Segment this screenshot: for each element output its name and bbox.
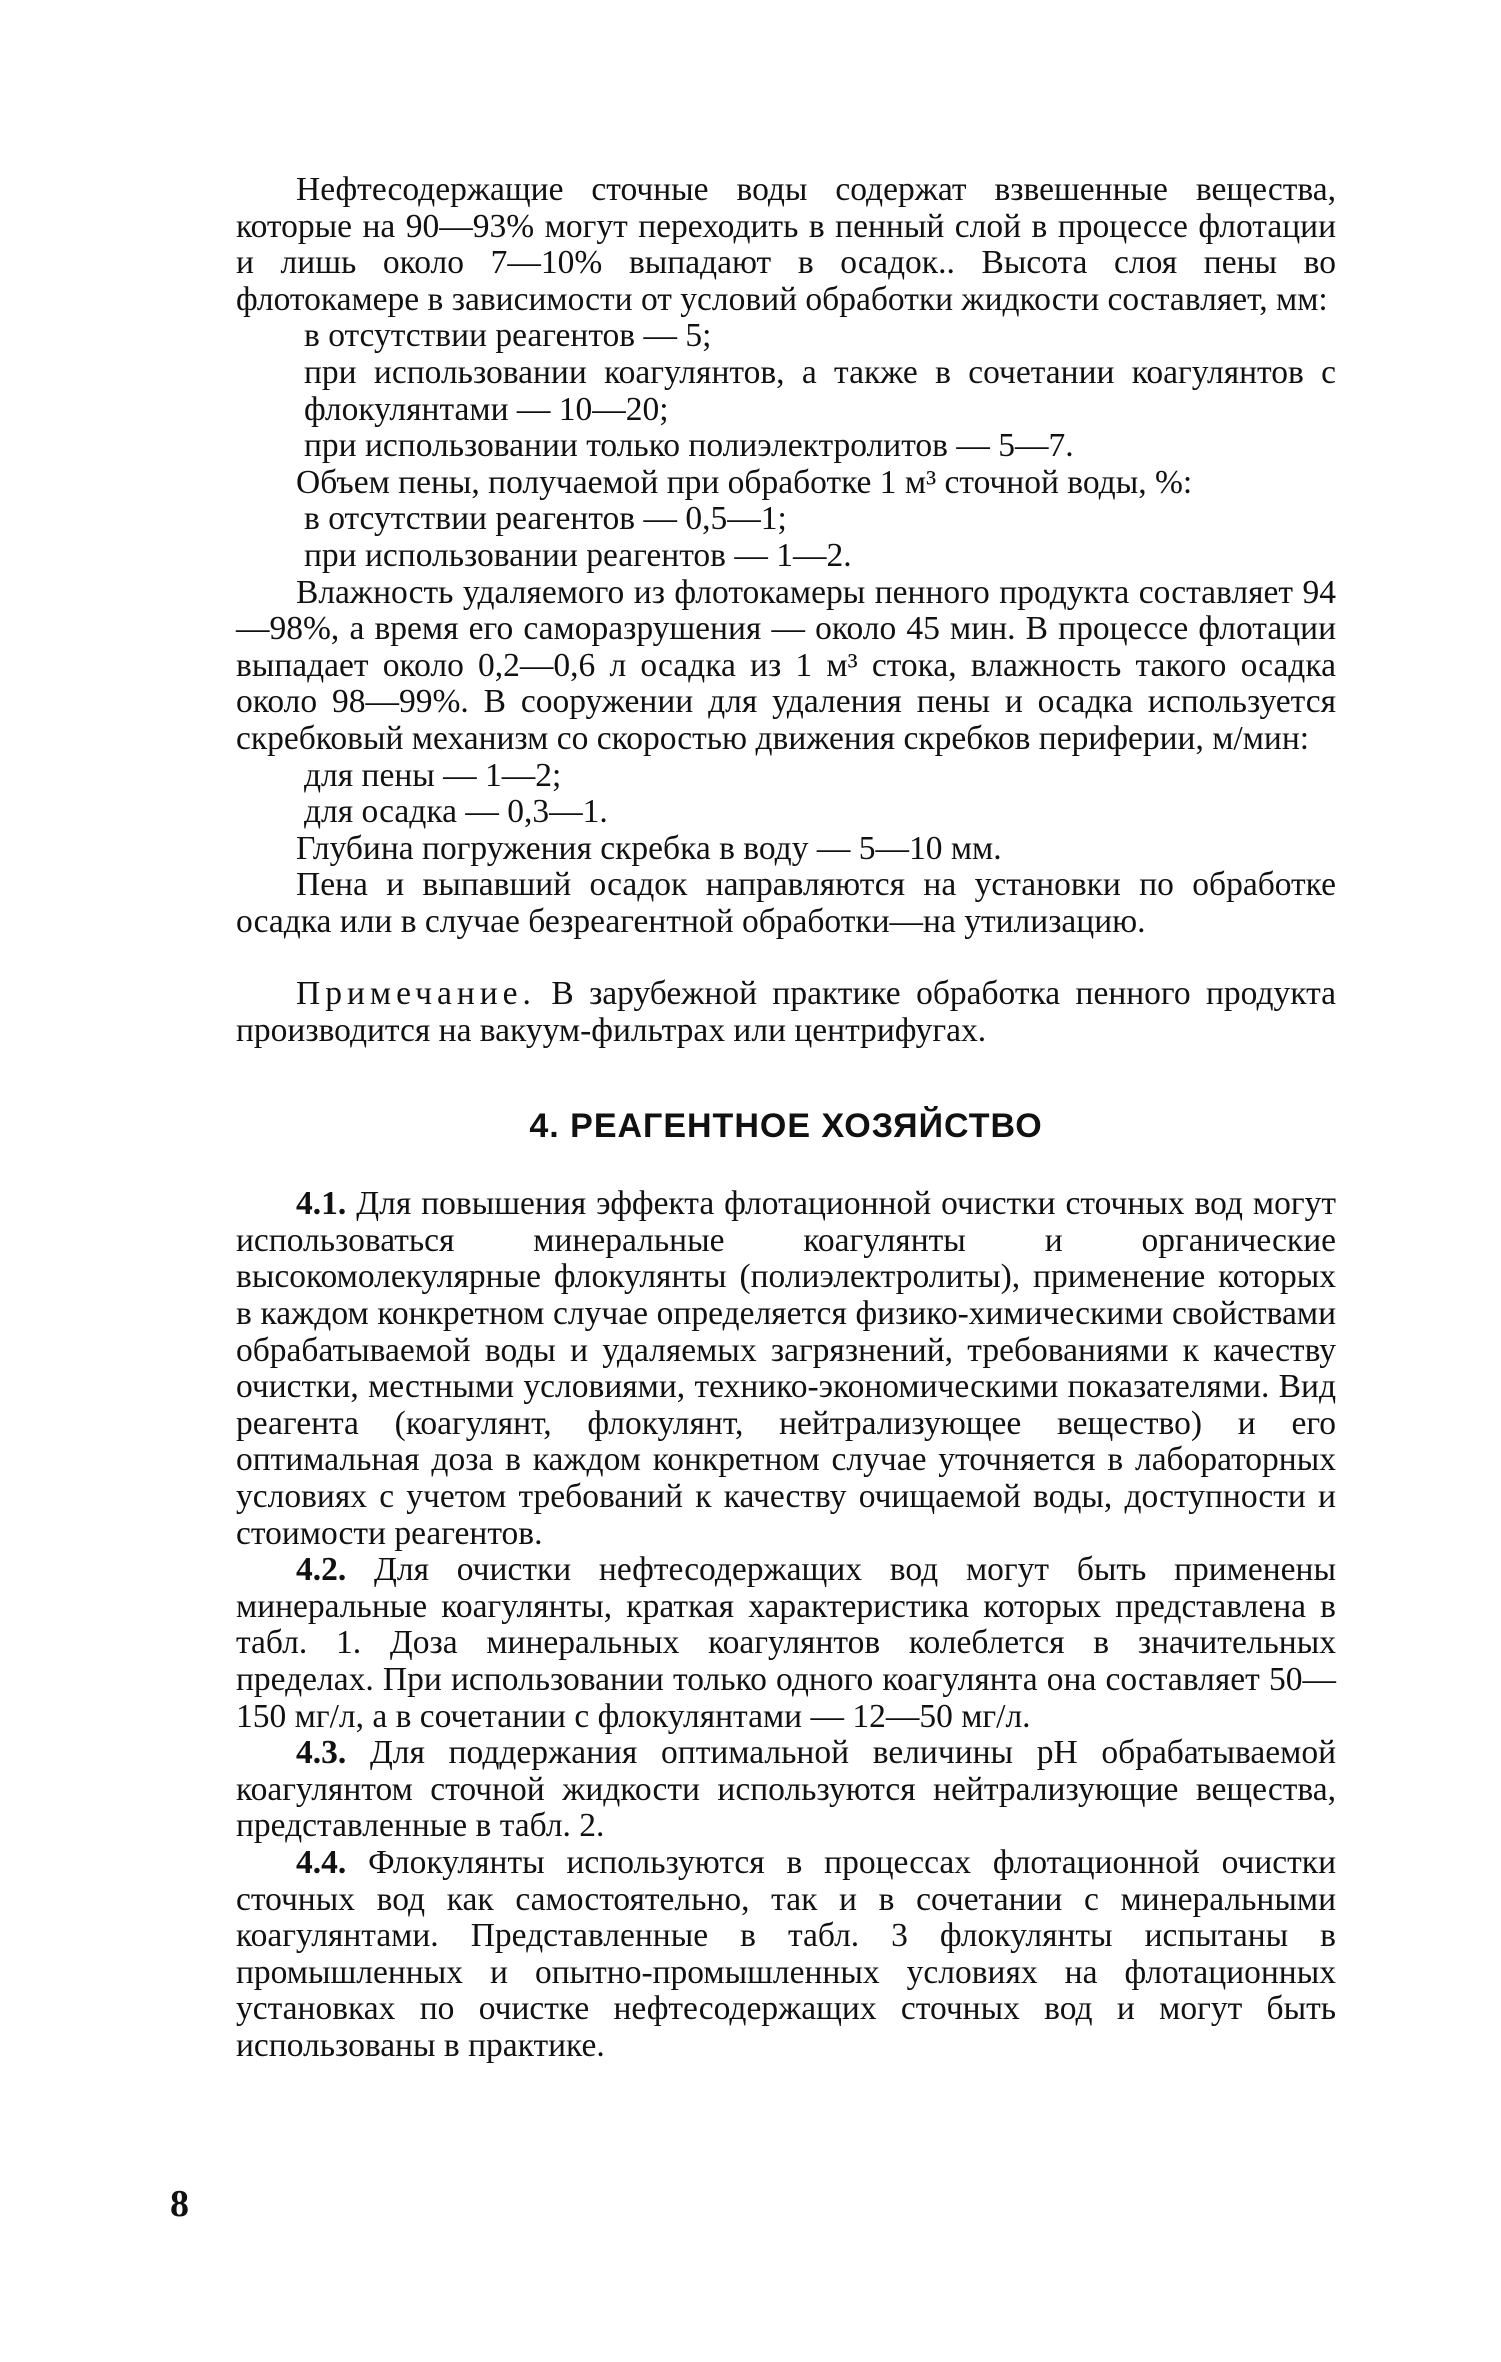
item-number: 4.2. xyxy=(296,1551,347,1589)
section-item-4-3 xyxy=(236,1735,1336,1845)
paragraph-foam-layer: Нефтесодержащие сточные воды содержат взвешенные вещества, которые на 90—93% могут переходить в пенный слой в процессе флотации и лишь около 7—10% выпадают в осадок.. Высота слоя пены во флотокамере в зависимости от условий обработки жидкости составляет, мм: xyxy=(236,171,1336,318)
list-item-polyelectrolytes: при использовании только полиэлектролитов — 5—7. xyxy=(304,427,1074,465)
list-item-volume-no-reagents: в отсутствии реагентов — 0,5—1; xyxy=(304,500,787,538)
item-number: 4.1. xyxy=(296,1185,347,1223)
paragraph-foam-disposal: Пена и выпавший осадок направляются на установки по обработке осадка или в случае безреагентной обработки—на утилизацию. xyxy=(236,866,1336,940)
section-heading: 4. РЕАГЕНТНОЕ ХОЗЯЙСТВО xyxy=(529,1106,1043,1145)
item-number: 4.4. xyxy=(296,1843,347,1881)
list-item-no-reagents: в отсутствии реагентов — 5; xyxy=(304,317,712,355)
paragraph-foam-volume: Объем пены, получаемой при обработке 1 м³ сточной воды, %: xyxy=(296,463,1193,501)
list-item-sediment-speed: для осадка — 0,3—1. xyxy=(304,793,608,831)
spacer xyxy=(236,940,1336,976)
item-text: Для очистки нефтесодержащих вод могут быть применены минеральные коагулянты, краткая характеристика которых представлена в табл. 1. Доза минеральных коагулянтов колеблется в значительных пределах. При использовании только одного коагулянта она составляет 50—150 мг/л, а в сочетании с флокулянтами — 12—50 мг/л. xyxy=(236,1551,1336,1735)
item-text: Для повышения эффекта флотационной очистки сточных вод могут использоваться минеральные коагулянты и органические высокомолекулярные флокулянты (полиэлектролиты), применение которых в каждом конкретном случае определяется физико-химическими свойствами обрабатываемой воды и удаляемых загрязнений, требованиями к качеству очистки, местными условиями, технико-экономическими показателями. Вид реагента (коагулянт, флокулянт, нейтрализующее вещество) и его оптимальная доза в каждом конкретном случае уточняется в лабораторных условиях с учетом требований к качеству очищаемой воды, доступности и стоимости реагентов. xyxy=(236,1185,1336,1552)
section-item-4-4 xyxy=(236,1845,1336,2065)
section-item-4-2 xyxy=(236,1552,1336,1735)
list-item-volume-reagents: при использовании реагентов — 1—2. xyxy=(304,536,852,574)
paragraph-humidity: Влажность удаляемого из флотокамеры пенного продукта составляет 94—98%, а время его саморазрушения — около 45 мин. В процессе флотации выпадает около 0,2—0,6 л осадка из 1 м³ стока, влажность такого осадка около 98—99%. В сооружении для удаления пены и осадка используется скребковый механизм со скоростью движения скребков периферии, м/мин: xyxy=(236,573,1336,757)
page-number: 8 xyxy=(170,2183,189,2225)
list-item-coagulants: при использовании коагулянтов, а также в сочетании коагулянтов с флокулянтами — 10—20; xyxy=(304,353,1336,428)
item-text: Флокулянты используются в процессах флотационной очистки сточных вод как самостоятельно, так и в сочетании с минеральными коагулянтами. Представленные в табл. 3 флокулянты испытаны в промышленных и опытно-промышленных условиях на флотационных установках по очистке нефтесодержащих сточных вод и могут быть использованы в практике. xyxy=(236,1843,1336,2064)
list-item-foam-speed: для пены — 1—2; xyxy=(304,756,562,794)
item-number: 4.3. xyxy=(296,1734,347,1772)
section-item-4-1 xyxy=(236,1186,1336,1552)
note-label: Примечание. xyxy=(296,975,536,1013)
item-text: Для поддержания оптимальной величины pH обрабатываемой коагулянтом сточной жидкости используются нейтрализующие вещества, представленные в табл. 2. xyxy=(236,1734,1336,1845)
paragraph-scraper-depth: Глубина погружения скребка в воду — 5—10 мм. xyxy=(296,829,1002,867)
note xyxy=(236,976,1336,1049)
page-body xyxy=(236,172,1336,2065)
note-text: В зарубежной практике обработка пенного продукта производится на вакуум-фильтрах или центрифугах. xyxy=(236,975,1336,1050)
